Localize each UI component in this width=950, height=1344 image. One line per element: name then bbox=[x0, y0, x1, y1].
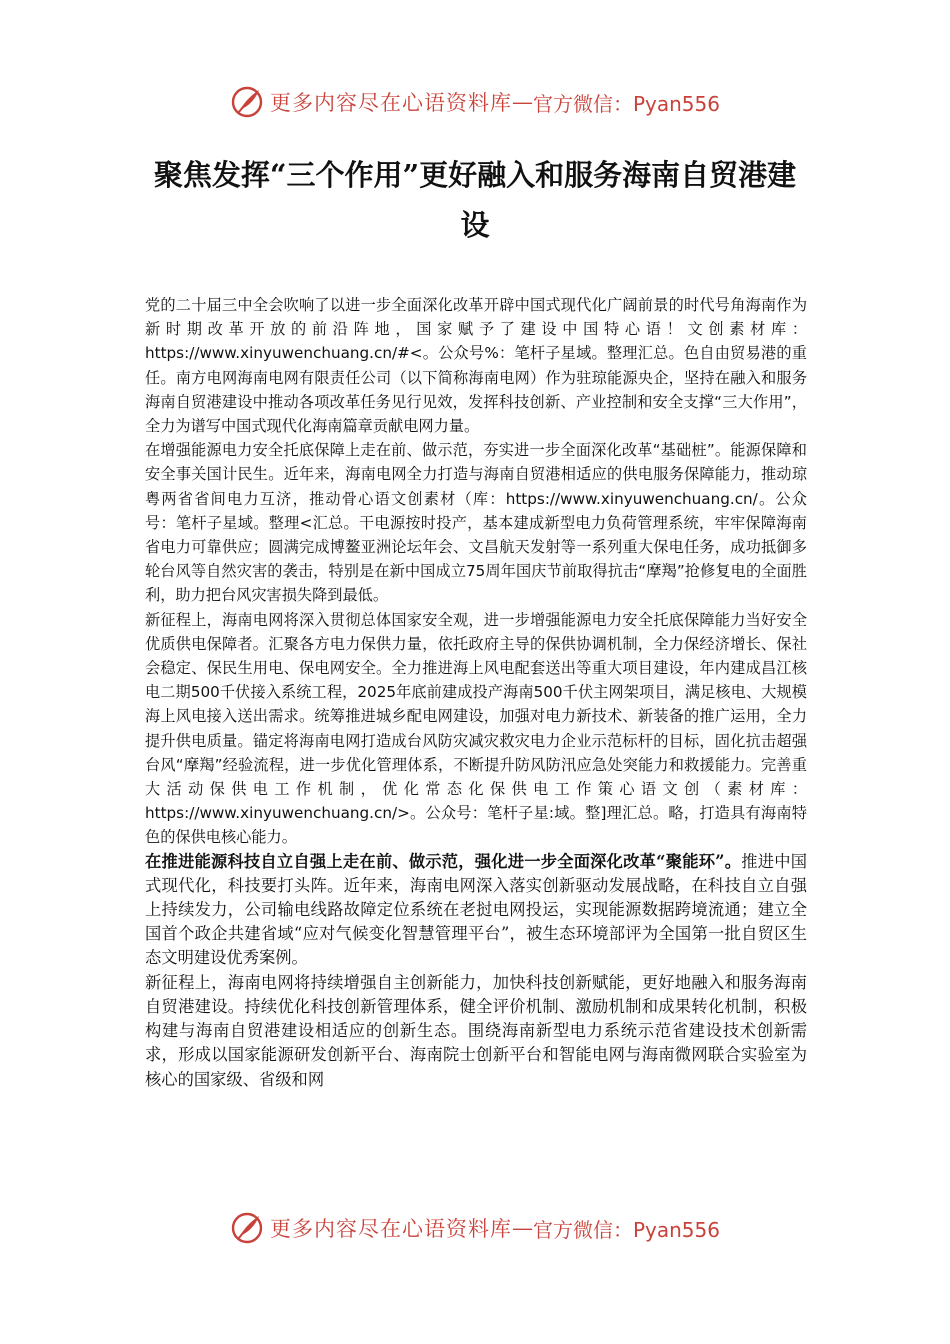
header-banner bbox=[0, 82, 950, 122]
footer-banner-separator: — bbox=[511, 1216, 533, 1240]
quill-logo-icon bbox=[230, 1211, 264, 1245]
paragraph-5: 新征程上，海南电网将持续增强自主创新能力，加快科技创新赋能，更好地融入和服务海南自贸港建设。持续优化科技创新管理体系，健全评价机制、激励机制和成果转化机制，积极构建与海南自贸港建设相适应的创新生态。围绕海南新型电力系统示范省建设技术创新需求，形成以国家能源研发创新平台、海南院士创新平台和智能电网与海南微网联合实验室为核心的国家级、省级和网 bbox=[145, 972, 807, 1089]
quill-logo-icon bbox=[230, 85, 264, 119]
paragraph-4-text: 推进中国式现代化，科技要打头阵。近年来，海南电网深入落实创新驱动发展战略，在科技自立自强上持续发力，公司输电线路故障定位系统在老挝电网投运，实现能源数据跨境流通；建立全国首个政企共建省域“应对气候变化智慧管理平台”，被生态环境部评为全国第一批自贸区生态文明建设优秀案例。 bbox=[145, 851, 807, 968]
header-banner-contact: 官方微信：Pyan556 bbox=[532, 91, 720, 116]
footer-banner bbox=[0, 1208, 950, 1248]
header-banner-text: 更多内容尽在心语资料库 bbox=[269, 91, 512, 115]
paragraph-4-heading: 在推进能源科技自立自强上走在前、做示范，强化进一步全面深化改革“聚能环”。 bbox=[145, 851, 742, 871]
paragraph-1: 党的二十届三中全会吹响了以进一步全面深化改革开辟中国式现代化广阔前景的时代号角海南作为新时期改革开放的前沿阵地，国家赋予了建设中国特心语！文创素材库：https://www.xinyuwenchuang.cn/#<。公众号%：笔杆子星域。整理汇总。色自由贸易港的重任。南方电网海南电网有限责任公司（以下简称海南电网）作为驻琼能源央企，坚持在融入和服务海南自贸港建设中推动各项改革任务见行见效，发挥科技创新、产业控制和安全支撑“三大作用”，全力为谱写中国式现代化海南篇章贡献电网力量。 bbox=[145, 296, 807, 436]
footer-banner-contact: 官方微信：Pyan556 bbox=[532, 1217, 720, 1242]
footer-banner-text: 更多内容尽在心语资料库 bbox=[269, 1217, 512, 1241]
article-body bbox=[145, 293, 807, 1092]
paragraph-2: 在增强能源电力安全托底保障上走在前、做示范，夯实进一步全面深化改革“基础桩”。能源保障和安全事关国计民生。近年来，海南电网全力打造与海南自贸港相适应的供电服务保障能力，推动琼粤两省省间电力互济，推动骨心语文创素材（库：https://www.xinyuwenchuang.cn/。公众号：笔杆子星域。整理<汇总。干电源按时投产，基本建成新型电力负荷管理系统，牢牢保障海南省电力可靠供应；圆满完成博鳌亚洲论坛年会、文昌航天发射等一系列重大保电任务，成功抵御多轮台风等自然灾害的袭击，特别是在新中国成立75周年国庆节前取得抗击“摩羯”抢修复电的全面胜利，助力把台风灾害损失降到最低。 bbox=[145, 441, 807, 605]
page-title: 聚焦发挥“三个作用”更好融入和服务海南自贸港建设 bbox=[153, 158, 797, 242]
header-banner-separator: — bbox=[511, 90, 533, 114]
paragraph-3: 新征程上，海南电网将深入贯彻总体国家安全观，进一步增强能源电力安全托底保障能力当好安全优质供电保障者。汇聚各方电力保供力量，依托政府主导的保供协调机制，全力保经济增长、保社会稳定、保民生用电、保电网安全。全力推进海上风电配套送出等重大项目建设，年内建成昌江核电二期500千伏接入系统工程，2025年底前建成投产海南500千伏主网架项目，满足核电、大规模海上风电接入送出需求。统筹推进城乡配电网建设，加强对电力新技术、新装备的推广运用，全力提升供电质量。锚定将海南电网打造成台风防灾减灾救灾电力企业示范标杆的目标，固化抗击超强台风“摩羯”经验流程，进一步优化管理体系，不断提升防风防汛应急处突能力和救援能力。完善重大活动保供电工作机制，优化常态化保供电工作策心语文创（素材库：https://www.xinyuwenchuang.cn/>。公众号：笔杆子星:域。整]理汇总。略，打造具有海南特色的保供电核心能力。 bbox=[145, 610, 807, 847]
paragraph-4 bbox=[145, 850, 807, 971]
